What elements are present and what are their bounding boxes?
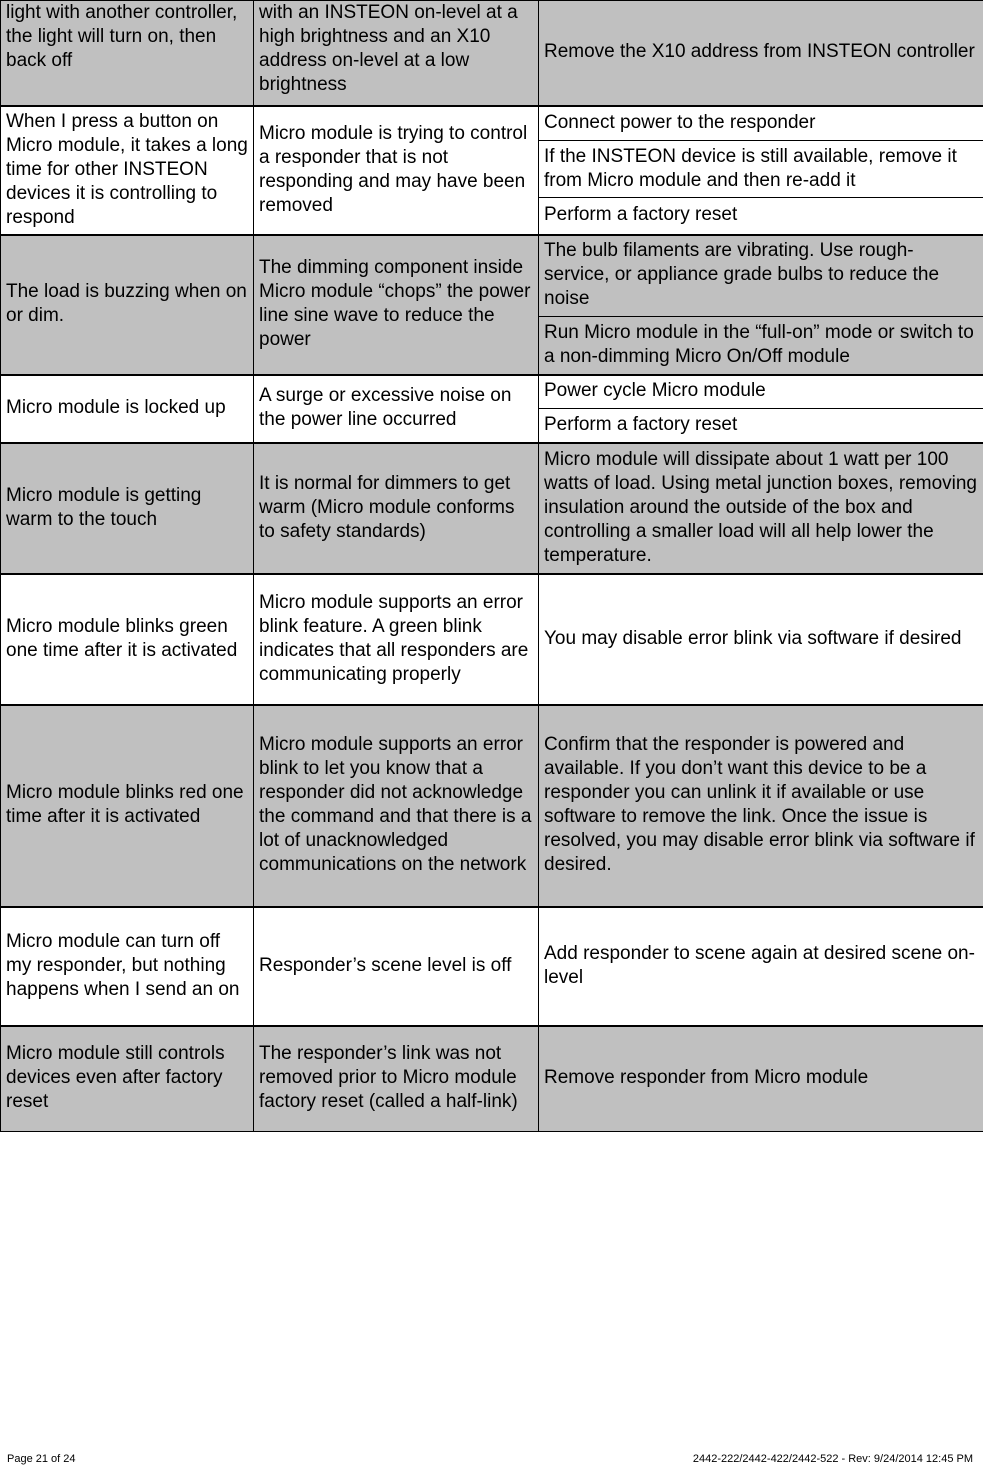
symptom-cell: Micro module blinks green one time after it is activated xyxy=(1,574,254,705)
table-row xyxy=(1,907,983,1026)
table-row xyxy=(1,1026,983,1132)
solution-cell: The bulb filaments are vibrating. Use rough-service, or appliance grade bulbs to reduce the noise xyxy=(539,235,983,317)
solution-cell: Remove responder from Micro module xyxy=(539,1026,983,1132)
symptom-cell: light with another controller, the light will turn on, then back off xyxy=(1,1,254,106)
table-row xyxy=(1,375,983,409)
table-row xyxy=(1,106,983,141)
page-number: Page 21 of 24 xyxy=(7,1453,76,1465)
table-row xyxy=(1,1,983,106)
solution-cell: If the INSTEON device is still available, remove it from Micro module and then re-add it xyxy=(539,141,983,198)
solution-cell: Run Micro module in the “full-on” mode or switch to a non-dimming Micro On/Off module xyxy=(539,317,983,375)
cause-cell: A surge or excessive noise on the power line occurred xyxy=(254,375,539,443)
solution-cell: Confirm that the responder is powered and available. If you don’t want this device to be a responder you can unlink it if available or use software to remove the link. Once the issue is resolved, you may disable error blink via software if desired. xyxy=(539,705,983,907)
table-row xyxy=(1,235,983,317)
cause-cell: Micro module supports an error blink to let you know that a responder did not acknowledge the command and that there is a lot of unacknowledged communications on the network xyxy=(254,705,539,907)
cause-cell: Micro module is trying to control a responder that is not responding and may have been removed xyxy=(254,106,539,235)
solution-cell: Add responder to scene again at desired scene on-level xyxy=(539,907,983,1026)
table-row xyxy=(1,574,983,705)
cause-cell: Responder’s scene level is off xyxy=(254,907,539,1026)
table-row xyxy=(1,443,983,574)
symptom-cell: Micro module is locked up xyxy=(1,375,254,443)
cause-cell: Micro module supports an error blink feature. A green blink indicates that all responders are communicating properly xyxy=(254,574,539,705)
solution-cell: Perform a factory reset xyxy=(539,409,983,443)
symptom-cell: Micro module still controls devices even after factory reset xyxy=(1,1026,254,1132)
solution-cell: Power cycle Micro module xyxy=(539,375,983,409)
cause-cell: The dimming component inside Micro module “chops” the power line sine wave to reduce the power xyxy=(254,235,539,375)
symptom-cell: The load is buzzing when on or dim. xyxy=(1,235,254,375)
solution-cell: You may disable error blink via software if desired xyxy=(539,574,983,705)
symptom-cell: Micro module is getting warm to the touch xyxy=(1,443,254,574)
cause-cell: The responder’s link was not removed prior to Micro module factory reset (called a half-link) xyxy=(254,1026,539,1132)
solution-cell: Connect power to the responder xyxy=(539,106,983,141)
cause-cell: It is normal for dimmers to get warm (Micro module conforms to safety standards) xyxy=(254,443,539,574)
cause-cell: with an INSTEON on-level at a high brightness and an X10 address on-level at a low brightness xyxy=(254,1,539,106)
solution-cell: Perform a factory reset xyxy=(539,198,983,235)
solution-cell: Micro module will dissipate about 1 watt per 100 watts of load. Using metal junction boxes, removing insulation around the outside of the box and controlling a smaller load will all help lower the temperature. xyxy=(539,443,983,574)
symptom-cell: Micro module blinks red one time after it is activated xyxy=(1,705,254,907)
table-row xyxy=(1,705,983,907)
symptom-cell: Micro module can turn off my responder, but nothing happens when I send an on xyxy=(1,907,254,1026)
symptom-cell: When I press a button on Micro module, it takes a long time for other INSTEON devices it is controlling to respond xyxy=(1,106,254,235)
solution-cell: Remove the X10 address from INSTEON controller xyxy=(539,1,983,106)
document-revision: 2442-222/2442-422/2442-522 - Rev: 9/24/2014 12:45 PM xyxy=(692,1453,973,1465)
